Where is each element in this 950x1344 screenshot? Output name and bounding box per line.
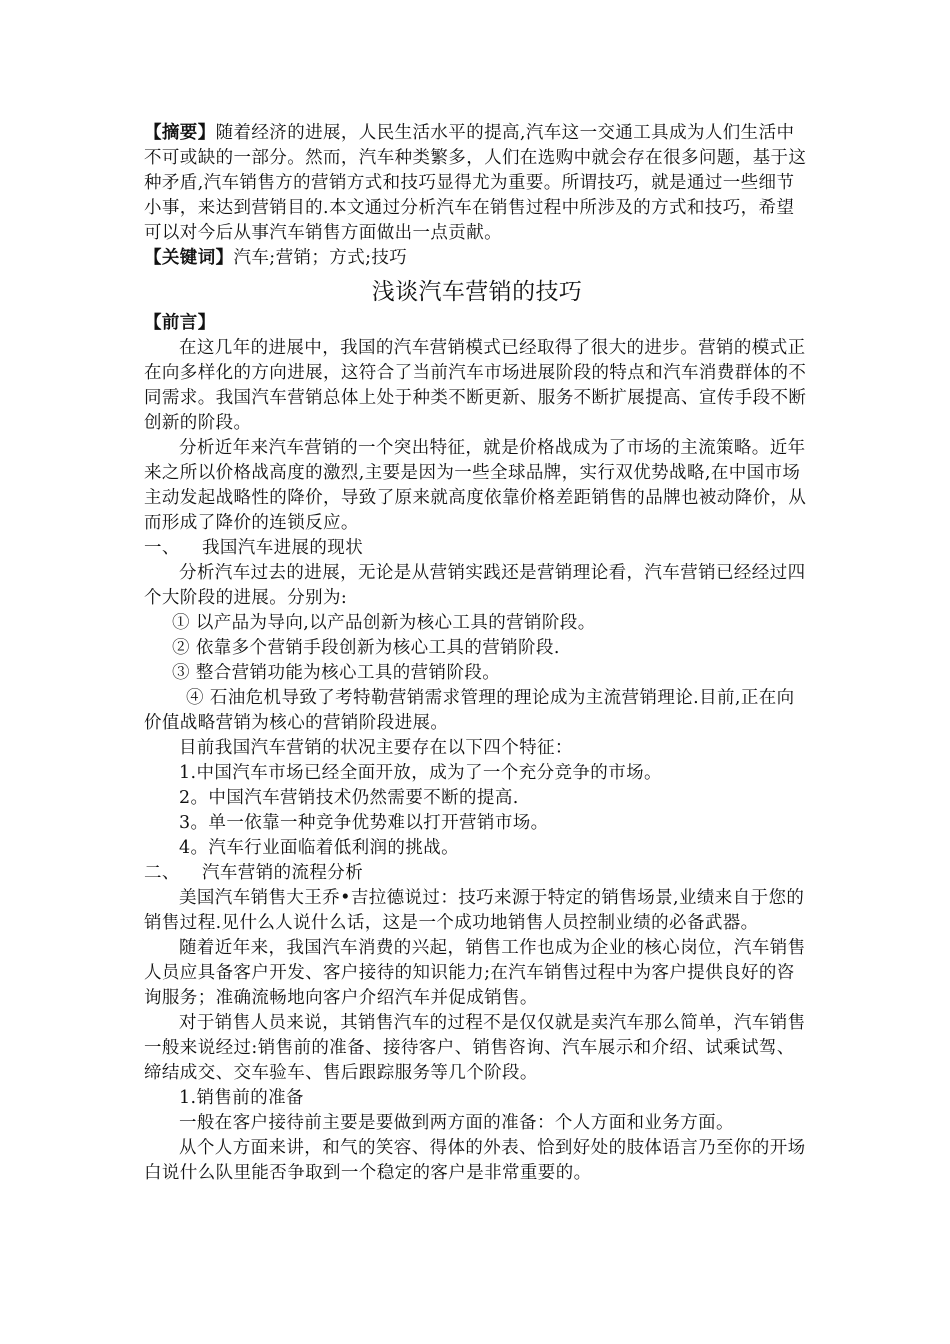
keywords-label: 【关键词】: [144, 248, 234, 268]
stage-item: ③ 整合营销功能为核心工具的营销阶段。: [172, 663, 501, 683]
section-2-title: 汽车营销的流程分析: [202, 863, 364, 883]
preface-heading: [144, 311, 810, 336]
section-2-paragraph-5: 从个人方面来讲，和气的笑容、得体的外表、恰到好处的肢体语言乃至你的开场白说什么队里能否争取到一个稳定的客户是非常重要的。: [144, 1138, 806, 1183]
feature-item: 3。单一依靠一种竞争优势难以打开营销市场。: [179, 813, 549, 833]
section-2-paragraph-3: 对于销售人员来说，其销售汽车的过程不是仅仅就是卖汽车那么简单，汽车销售一般来说经过:销售前的准备、接待客户、销售咨询、汽车展示和介绍、试乘试驾、缔结成交、交车验车、售后跟踪服务等几个阶段。: [144, 1013, 806, 1083]
section-2-paragraph-1: 美国汽车销售大王乔•吉拉德说过：技巧来源于特定的销售场景,业绩来自于您的销售过程.见什么人说什么话，这是一个成功地销售人员控制业绩的必备武器。: [144, 888, 805, 933]
abstract-paragraph: [144, 121, 810, 246]
document-body: [144, 121, 810, 1186]
abstract-text: 随着经济的进展，人民生活水平的提高,汽车这一交通工具成为人们生活中不可或缺的一部分。然而，汽车种类繁多，人们在选购中就会存在很多问题，基于这种矛盾,汽车销售方的营销方式和技巧显得尤为重要。所谓技巧，就是通过一些细节小事，来达到营销目的.本文通过分析汽车在销售过程中所涉及的方式和技巧，希望可以对今后从事汽车销售方面做出一点贡献。: [144, 123, 807, 243]
section-2-paragraph-4: 一般在客户接待前主要是要做到两方面的准备：个人方面和业务方面。: [179, 1113, 734, 1133]
abstract-label: 【摘要】: [144, 123, 216, 143]
section-1-heading: [144, 536, 810, 561]
stage-item: ① 以产品为导向,以产品创新为核心工具的营销阶段。: [172, 613, 596, 633]
preface-paragraph-1: 在这几年的进展中，我国的汽车营销模式已经取得了很大的进步。营销的模式正在向多样化的方向进展，这符合了当前汽车市场进展阶段的特点和汽车消费群体的不同需求。我国汽车营销总体上处于种类不断更新、服务不断扩展提高、宣传手段不断创新的阶段。: [144, 338, 807, 433]
section-1-title: 我国汽车进展的现状: [202, 538, 364, 558]
stage-item: ② 依靠多个营销手段创新为核心工具的营销阶段.: [172, 638, 560, 658]
feature-item: 4。汽车行业面临着低利润的挑战。: [179, 838, 460, 858]
section-1-paragraph-2: 目前我国汽车营销的状况主要存在以下四个特征：: [179, 738, 573, 758]
section-2-number: 二、: [144, 863, 180, 883]
article-title: 浅谈汽车营销的技巧: [371, 279, 583, 305]
stage-item: ④ 石油危机导致了考特勒营销需求管理的理论成为主流营销理论.目前,正在向价值战略营销为核心的营销阶段进展。: [144, 688, 795, 733]
feature-item: 1.中国汽车市场已经全面开放，成为了一个充分竞争的市场。: [179, 763, 662, 783]
section-1-paragraph-1: 分析汽车过去的进展，无论是从营销实践还是营销理论看，汽车营销已经经过四个大阶段的进展。分别为:: [144, 563, 806, 608]
feature-item: 2。中国汽车营销技术仍然需要不断的提高.: [179, 788, 519, 808]
preface-paragraph-2: 分析近年来汽车营销的一个突出特征，就是价格战成为了市场的主流策略。近年来之所以价格战高度的激烈,主要是因为一些全球品牌，实行双优势战略,在中国市场主动发起战略性的降价，导致了原来就高度依靠价格差距销售的品牌也被动降价，从而形成了降价的连锁反应。: [144, 438, 807, 533]
section-2-paragraph-2: 随着近年来，我国汽车消费的兴起，销售工作也成为企业的核心岗位，汽车销售人员应具备客户开发、客户接待的知识能力;在汽车销售过程中为客户提供良好的咨询服务；准确流畅地向客户介绍汽车并促成销售。: [144, 938, 806, 1008]
section-1-number: 一、: [144, 538, 180, 558]
keywords-text: 汽车;营销；方式;技巧: [233, 248, 408, 268]
section-2-heading: [144, 861, 810, 886]
preface-label: 【前言】: [144, 313, 216, 333]
section-2-subheading: 1.销售前的准备: [179, 1088, 304, 1108]
keywords-paragraph: [144, 246, 810, 271]
